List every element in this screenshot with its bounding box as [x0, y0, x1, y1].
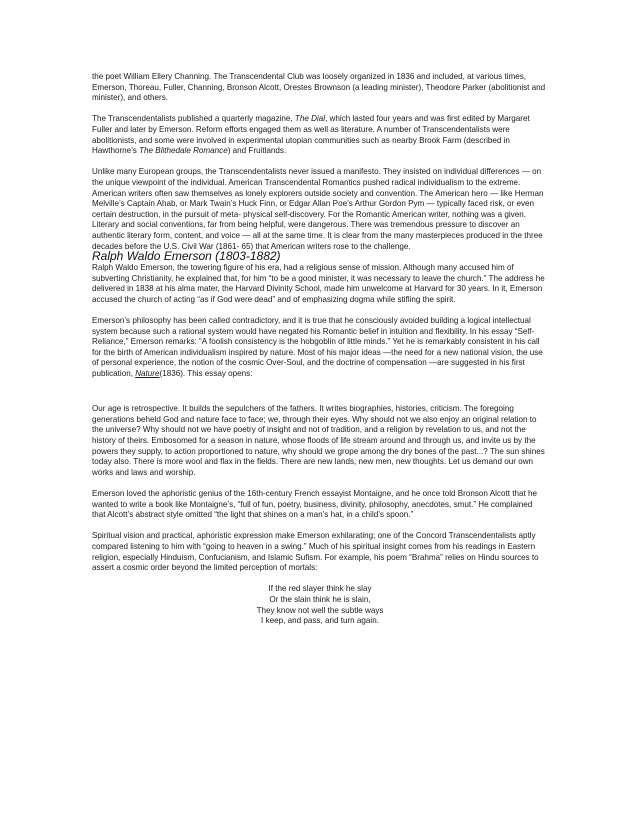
paragraph-montaigne: Emerson loved the aphoristic genius of the 16th-century French essayist Montaigne, and he once told Bronson Alcott that he wanted to write a book like Montaigne’s, “full of fun, poetry, business, divinity, philosophy, anecdotes, smut.” He complained that Alcott’s abstract style omitted “the light that shines on a man’s hat, in a child’s spoon.” [92, 488, 537, 520]
text-run: The Transcendentalists published a quarterly magazine, [92, 114, 295, 124]
title-blithedale-romance: The Blithedale Romance [139, 146, 228, 156]
paragraph-individualism: Unlike many European groups, the Transcendentalists never issued a manifesto. They insisted on individual differences — on the unique viewpoint of the individual. American Transcendental Romantics pushed radical individualism to the extreme. American writers often saw themselves as lonely explorers outside society and convention. The American hero — like Herman Melville’s Captain Ahab, or Mark Twain’s Huck Finn, or Edgar Allan Poe’s Arthur Gordon Pym — typically faced risk, or even certain destruction, in the pursuit of meta- physical self-discovery. For the Romantic American writer, nothing was a given. Literary and social conventions, far from being helpful, were dangerous. There was tremendous pressure to discover an authentic literary form, content, and voice — all at the same time. It is clear from the many masterpieces produced in the three decades before the U.S. Civil War (1861- 65) that American writers rose to the challenge. [92, 167, 544, 251]
paragraph-emerson-philosophy [92, 316, 548, 380]
paragraph-spiritual-vision: Spiritual vision and practical, aphoristic expression make Emerson exhilarating; one of the Concord Transcendentalists aptly compared listening to him with “going to heaven in a swing.” Much of his spiritual insight comes from his readings in Eastern religion, especially Hinduism, Confucianism, and Islamic Sufism. For example, his poem “Brahma” relies on Hindu sources to assert a cosmic order beyond the limited perception of mortals: [92, 531, 539, 573]
text-run: Emerson’s philosophy has been called contradictory, and it is true that he consciously avoided building a logical intellectual system because such a rational system would have negated his Romantic belief in intuition and flexibility. In his essay “Self-Reliance,” Emerson remarks: “A foolish consistency is the hobgoblin of little minds.” Yet he is remarkably consistent in his call for the birth of American individualism inspired by nature. Most of his major ideas —the need for a new national vision, the use of personal experience, the notion of the cosmic Over-Soul, and the doctrine of compensation —are suggested in his first publication, [92, 316, 543, 379]
poem-line: I keep, and pass, and turn again. [261, 616, 379, 626]
poem-line: Or the slain think he is slain, [269, 594, 371, 604]
spacer [92, 390, 548, 404]
poem-line: They know not well the subtle ways [256, 605, 384, 615]
paragraph-emerson-mission: Ralph Waldo Emerson, the towering figure of his era, had a religious sense of mission. Although many accused him of subverting Christianity, he explained that, for him “to be a good minister, it was necessary to leave the church.” The address he delivered in 1838 at his alma mater, the Harvard Divinity School, made him unwelcome at Harvard for 30 years. In it, Emerson accused the church of acting “as if God were dead” and of emphasizing dogma while stifling the spirit. [92, 263, 545, 304]
poem-line: If the red slayer think he slay [268, 584, 372, 594]
title-nature: Nature [135, 369, 160, 379]
text-run: ) and Fruitlands. [227, 146, 287, 156]
text-run: (1836). This essay opens: [159, 369, 253, 379]
text-run: , which lasted four years and was first edited by Margaret Fuller and later by Emerson. Reform efforts engaged them as well as literature. A number of Transcendentalists were abolitionists, and some were involved in experimental utopian communities such as nearby Brook Farm (described in Hawthorne’s [92, 114, 530, 156]
poem-brahma [92, 584, 548, 626]
title-the-dial: The Dial [294, 114, 326, 124]
quote-nature-opening: Our age is retrospective. It builds the sepulchers of the fathers. It writes biographies, histories, criticism. The foregoing generations beheld God and nature face to face; we, through their eyes. Why should not we also enjoy an original relation to the universe? Why should not we have poetry of insight and not of tradition, and a religion by revelation to us, and not the history of theirs. Embosomed for a season in nature, whose floods of life stream around and through us, and invite us by the powers they supply, to action proportioned to nature, why should we grope among the dry bones of the past...? The sun shines today also. There is more wool and flax in the fields. There are new lands, new men, new thoughts. Let us demand our own works and laws and worship. [92, 404, 545, 477]
document-body [92, 72, 548, 627]
paragraph-the-dial [92, 114, 548, 156]
paragraph-transcendental-club: the poet William Ellery Channing. The Transcendental Club was loosely organized in 1836 and included, at various times, Emerson, Thoreau, Fuller, Channing, Bronson Alcott, Orestes Brownson (a leading minister), Theodore Parker (abolitionist and minister), and others. [92, 72, 546, 103]
section-heading-emerson: Ralph Waldo Emerson (1803-1882) [92, 249, 281, 264]
